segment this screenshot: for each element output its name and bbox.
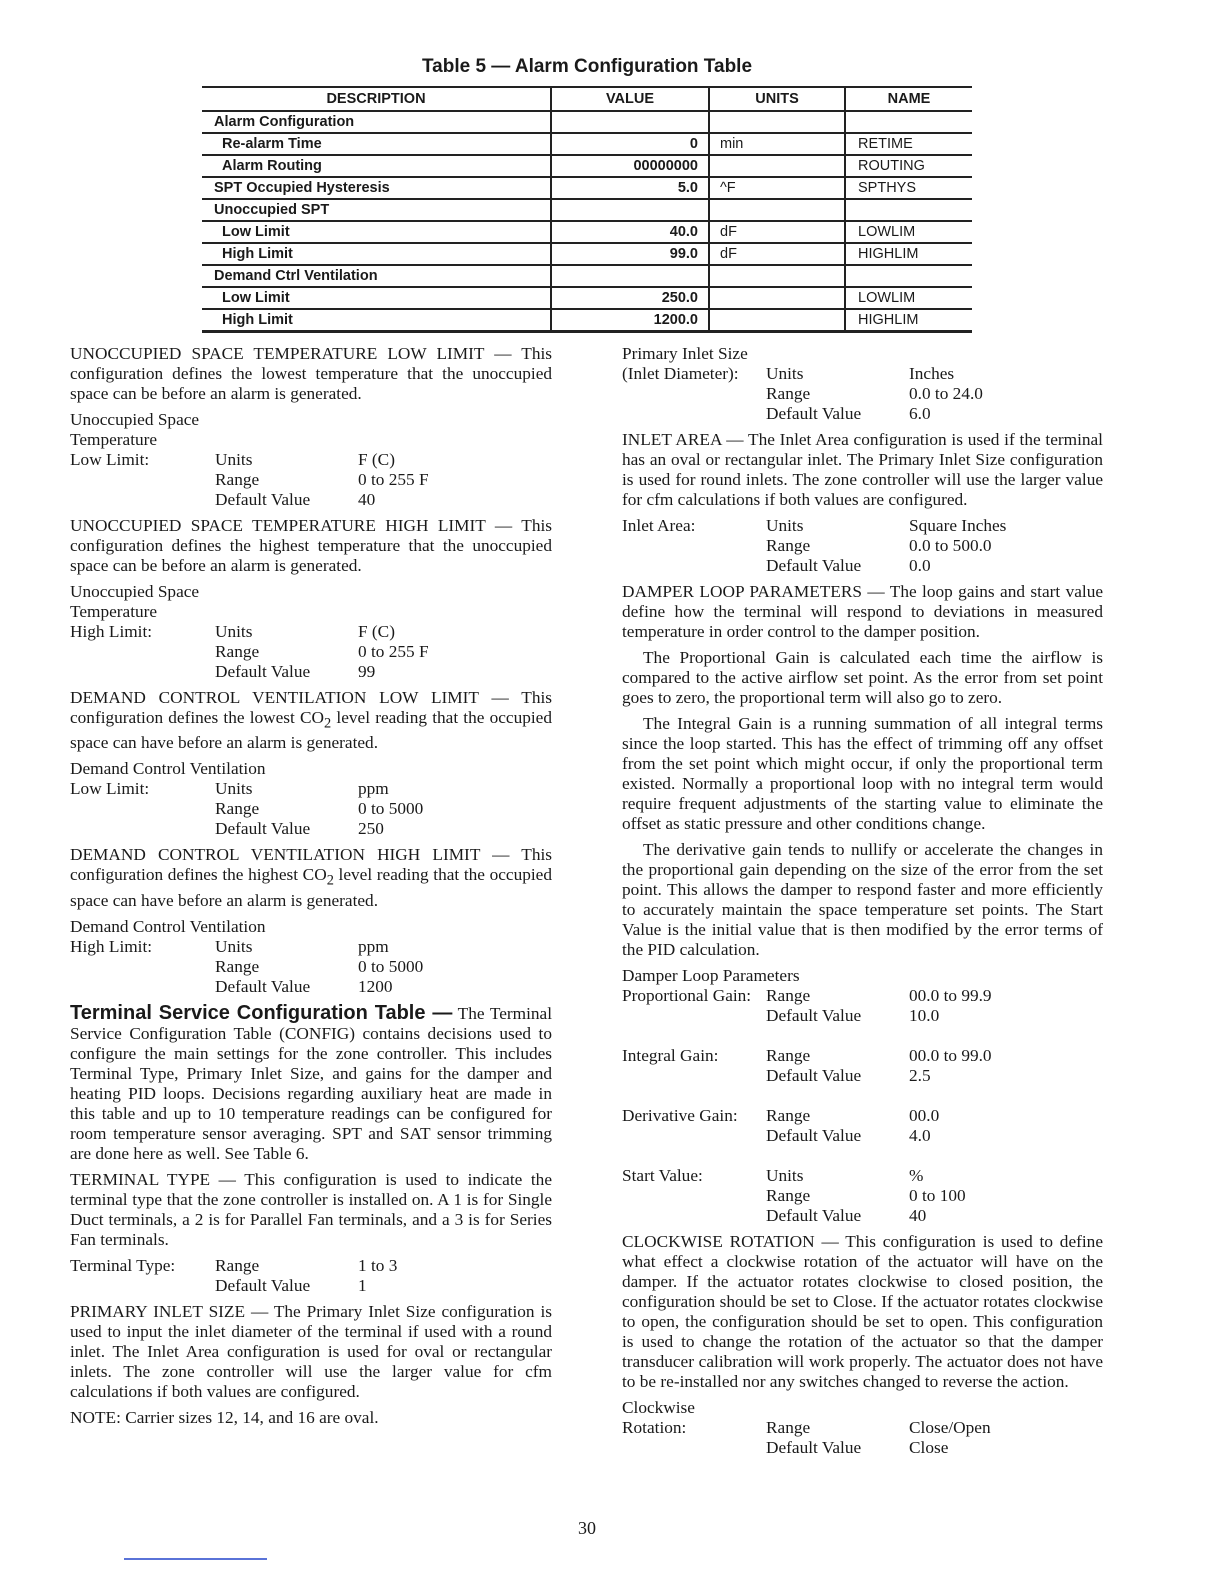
- right-column: [622, 344, 1103, 1464]
- spec-value: 0 to 255 F: [358, 470, 429, 489]
- primary-inlet-size-spec: [622, 344, 1103, 424]
- spec-key: Units: [766, 1166, 804, 1185]
- inlet-area-paragraph: INLET AREA — The Inlet Area configuration is used if the terminal has an oval or rectangular inlet. The Primary Inlet Size configuration is used for round inlets. The zone controller will use the larger value for cfm calculations if both values are configured.: [622, 430, 1103, 509]
- cell-units: [709, 265, 845, 287]
- cell-value: 40.0: [551, 221, 709, 243]
- spec-key: Range: [766, 1106, 811, 1125]
- cell-value: [551, 199, 709, 221]
- spec-value: 0 to 5000: [358, 799, 424, 819]
- spec-label: Integral Gain:: [622, 1046, 719, 1065]
- spec-key: Default Value: [766, 404, 862, 423]
- cell-description: Re-alarm Time: [202, 133, 551, 155]
- alarm-configuration-table: [202, 86, 972, 333]
- integral-gain-paragraph: The Integral Gain is a running summation of all integral terms since the loop started. This has the effect of trimming off any offset from the set point which might occur, if only the proportional term existed. Normally a proportional loop with no integral term would require frequent adjustments of the starting value to eliminate the offset as static pressure and other conditions change.: [622, 714, 1103, 833]
- header-description: DESCRIPTION: [202, 87, 551, 111]
- spec-value: Square Inches: [909, 516, 1007, 535]
- table-row: [202, 265, 972, 287]
- unoccupied-high-limit-spec: [70, 582, 552, 682]
- table-row: [202, 221, 972, 243]
- page-number: 30: [578, 1518, 596, 1538]
- spec-value: ppm: [358, 936, 389, 956]
- spec-key: Range: [766, 384, 811, 403]
- spec-label: Clockwise: [622, 1398, 695, 1417]
- section-heading: Terminal Service Configuration Table —: [70, 1001, 453, 1024]
- spec-key: Default Value: [215, 819, 311, 839]
- spec-key: Range: [215, 799, 260, 819]
- spec-label: Inlet Area:: [622, 516, 696, 535]
- cell-value: 0: [551, 133, 709, 155]
- spec-value: 0.0 to 500.0: [909, 536, 992, 555]
- left-column: [70, 344, 552, 1434]
- cell-units: [709, 155, 845, 177]
- spec-value: 00.0 to 99.0: [909, 1046, 992, 1065]
- cell-value: 1200.0: [551, 309, 709, 332]
- cell-units: ^F: [709, 177, 845, 199]
- spec-label: Unoccupied Space: [70, 410, 200, 429]
- spec-value: 2.5: [909, 1066, 931, 1085]
- note-paragraph: NOTE: Carrier sizes 12, 14, and 16 are oval.: [70, 1407, 379, 1427]
- inlet-area-spec: [622, 516, 1103, 576]
- spec-key: Default Value: [215, 976, 311, 996]
- spec-value: 00.0: [909, 1106, 940, 1125]
- spec-value: F (C): [358, 622, 395, 641]
- cell-description: Alarm Routing: [202, 155, 551, 177]
- spec-label: Start Value:: [622, 1166, 703, 1185]
- spec-value: 4.0: [909, 1126, 931, 1145]
- cell-name: RETIME: [845, 133, 972, 155]
- spec-key: Default Value: [766, 1126, 862, 1145]
- spec-value: 10.0: [909, 1006, 940, 1025]
- terminal-type-spec: [70, 1256, 552, 1296]
- cell-description: SPT Occupied Hysteresis: [202, 177, 551, 199]
- cell-units: dF: [709, 243, 845, 265]
- spec-value: 99: [358, 662, 376, 681]
- paragraph-text: level reading that the occupied space can have before an alarm is generated.: [70, 708, 552, 753]
- spec-label: (Inlet Diameter):: [622, 364, 739, 383]
- terminal-type-paragraph: TERMINAL TYPE — This configuration is used to indicate the terminal type that the zone controller is installed on. A 1 is for Single Duct terminals, a 2 is for Parallel Fan terminals, and a 3 is for Series Fan terminals.: [70, 1169, 552, 1249]
- spec-key: Range: [215, 470, 260, 489]
- subscript: 2: [326, 872, 334, 889]
- unoccupied-low-limit-paragraph: UNOCCUPIED SPACE TEMPERATURE LOW LIMIT — This configuration defines the lowest temperature that the unoccupied space can be before an alarm is generated.: [70, 344, 552, 403]
- dcv-low-limit-spec: [70, 759, 552, 839]
- spec-value: Inches: [909, 364, 955, 383]
- footer-link-underline: [124, 1558, 267, 1560]
- spec-key: Default Value: [766, 1206, 862, 1225]
- cell-description: Alarm Configuration: [202, 111, 551, 133]
- paragraph-text: level reading that the occupied space can have before an alarm is generated.: [70, 865, 552, 910]
- spec-label: Primary Inlet Size: [622, 344, 748, 363]
- unoccupied-high-limit-paragraph: UNOCCUPIED SPACE TEMPERATURE HIGH LIMIT — This configuration defines the highest temperature that the unoccupied space can be before an alarm is generated.: [70, 516, 552, 575]
- dcv-high-limit-spec: [70, 917, 552, 997]
- spec-value: 6.0: [909, 404, 931, 423]
- table-row: [202, 177, 972, 199]
- spec-label: Rotation:: [622, 1418, 687, 1437]
- spec-value: 1200: [358, 976, 393, 996]
- spec-key: Default Value: [215, 490, 311, 509]
- paragraph-text: DEMAND CONTROL VENTILATION LOW LIMIT — This configuration defines the lowest CO: [70, 688, 552, 727]
- spec-value: 40: [909, 1206, 927, 1225]
- spec-value: ppm: [358, 779, 389, 799]
- spec-key: Default Value: [766, 556, 862, 575]
- cell-name: LOWLIM: [845, 287, 972, 309]
- cell-value: [551, 111, 709, 133]
- spec-key: Default Value: [766, 1438, 862, 1457]
- table-title: Table 5 — Alarm Configuration Table: [421, 56, 753, 77]
- spec-label: Unoccupied Space: [70, 582, 200, 601]
- spec-value: 0 to 5000: [358, 956, 424, 976]
- spec-key: Range: [766, 1046, 811, 1065]
- cell-name: LOWLIM: [845, 221, 972, 243]
- header-value: VALUE: [551, 87, 709, 111]
- primary-inlet-size-paragraph: PRIMARY INLET SIZE — The Primary Inlet Size configuration is used to input the inlet diameter of the terminal if used with a round inlet. The Inlet Area configuration is used for oval or rectangular inlets. The zone controller will use the larger value for cfm calculations if both values are configured.: [70, 1301, 552, 1401]
- cell-description: High Limit: [202, 243, 551, 265]
- spec-key: Range: [766, 1186, 811, 1205]
- cell-value: 99.0: [551, 243, 709, 265]
- spec-key: Units: [215, 622, 253, 641]
- cell-units: [709, 111, 845, 133]
- spec-value: 0.0 to 24.0: [909, 384, 983, 403]
- spec-label: High Limit:: [70, 936, 153, 956]
- table-header-row: [202, 87, 972, 111]
- spec-value: 40: [358, 490, 376, 509]
- spec-key: Units: [215, 936, 253, 956]
- paragraph-text: The Terminal Service Configuration Table (CONFIG) contains decisions used to configure the main settings for the zone controller. This includes Terminal Type, Primary Inlet Size, and gains for the damper and heating PID loops. Decisions regarding auxiliary heat are made in this table and up to 10 temperature readings can be configured for room temperature sensor averaging. SPT and SAT sensor trimming are done here as well. See Table 6.: [70, 1003, 552, 1163]
- table-row: [202, 155, 972, 177]
- cell-description: Low Limit: [202, 221, 551, 243]
- spec-value: 00.0 to 99.9: [909, 986, 992, 1005]
- spec-value: 1 to 3: [358, 1255, 398, 1275]
- spec-value: 0 to 255 F: [358, 642, 429, 661]
- cell-name: SPTHYS: [845, 177, 972, 199]
- cell-value: 00000000: [551, 155, 709, 177]
- spec-key: Range: [766, 1418, 811, 1437]
- derivative-gain-paragraph: The derivative gain tends to nullify or accelerate the changes in the proportional gain depending on the size of the error from the set point. This allows the damper to respond faster and more efficiently to accurately maintain the space temperature set points. The Start Value is the initial value that is then modified by the error terms of the PID calculation.: [622, 840, 1103, 959]
- cell-description: High Limit: [202, 309, 551, 332]
- spec-label: Terminal Type:: [70, 1255, 176, 1275]
- table-row: [202, 133, 972, 155]
- spec-key: Range: [215, 956, 260, 976]
- table-row: [202, 287, 972, 309]
- unoccupied-low-limit-spec: [70, 410, 552, 510]
- damper-loop-spec: [622, 966, 1103, 1226]
- cell-description: Demand Ctrl Ventilation: [202, 265, 551, 287]
- spec-label: Low Limit:: [70, 779, 150, 799]
- header-name: NAME: [845, 87, 972, 111]
- cell-name: HIGHLIM: [845, 309, 972, 332]
- table-row: [202, 199, 972, 221]
- cell-name: [845, 111, 972, 133]
- dcv-high-limit-paragraph: [70, 845, 552, 910]
- spec-label: Low Limit:: [70, 450, 150, 469]
- spec-value: Close/Open: [909, 1418, 991, 1437]
- spec-label: Temperature: [70, 602, 158, 621]
- spec-key: Default Value: [766, 1066, 862, 1085]
- spec-value: F (C): [358, 450, 395, 469]
- spec-label: Derivative Gain:: [622, 1106, 738, 1125]
- paragraph-text: DEMAND CONTROL VENTILATION HIGH LIMIT — This configuration defines the highest CO: [70, 845, 552, 885]
- cell-units: min: [709, 133, 845, 155]
- cell-value: [551, 265, 709, 287]
- spec-key: Default Value: [215, 662, 311, 681]
- spec-key: Units: [215, 779, 253, 799]
- cell-name: ROUTING: [845, 155, 972, 177]
- table-row: [202, 243, 972, 265]
- spec-label: Proportional Gain:: [622, 986, 752, 1005]
- cell-units: [709, 199, 845, 221]
- cell-units: dF: [709, 221, 845, 243]
- proportional-gain-paragraph: The Proportional Gain is calculated each time the airflow is compared to the active airflow set point. As the error from set point goes to zero, the proportional term will also go to zero.: [622, 648, 1103, 707]
- spec-value: 1: [358, 1275, 367, 1295]
- cell-units: [709, 287, 845, 309]
- spec-key: Range: [766, 536, 811, 555]
- cell-units: [709, 309, 845, 332]
- terminal-service-config-paragraph: [70, 1003, 552, 1164]
- spec-value: %: [909, 1166, 924, 1185]
- spec-value: Close: [909, 1438, 949, 1457]
- spec-key: Units: [215, 450, 253, 469]
- spec-key: Range: [215, 642, 260, 661]
- cell-name: HIGHLIM: [845, 243, 972, 265]
- header-units: UNITS: [709, 87, 845, 111]
- cell-name: [845, 265, 972, 287]
- spec-label: Demand Control Ventilation: [70, 759, 266, 779]
- cell-description: Low Limit: [202, 287, 551, 309]
- cell-value: 250.0: [551, 287, 709, 309]
- dcv-low-limit-paragraph: [70, 688, 552, 753]
- cell-description: Unoccupied SPT: [202, 199, 551, 221]
- damper-loop-paragraph: DAMPER LOOP PARAMETERS — The loop gains and start value define how the terminal will respond to deviations in measured temperature in order control to the damper position.: [622, 582, 1103, 641]
- clockwise-rotation-spec: [622, 1398, 1103, 1458]
- spec-label: Damper Loop Parameters: [622, 966, 800, 985]
- spec-key: Default Value: [215, 1275, 311, 1295]
- spec-key: Units: [766, 516, 804, 535]
- spec-label: Demand Control Ventilation: [70, 916, 266, 936]
- spec-label: Temperature: [70, 430, 158, 449]
- spec-label: High Limit:: [70, 622, 153, 641]
- subscript: 2: [324, 715, 332, 732]
- table-row: [202, 111, 972, 133]
- cell-value: 5.0: [551, 177, 709, 199]
- spec-value: 250: [358, 819, 384, 839]
- table-row: [202, 309, 972, 332]
- spec-value: 0 to 100: [909, 1186, 966, 1205]
- spec-key: Range: [215, 1255, 260, 1275]
- spec-value: 0.0: [909, 556, 931, 575]
- spec-key: Default Value: [766, 1006, 862, 1025]
- spec-key: Units: [766, 364, 804, 383]
- clockwise-rotation-paragraph: CLOCKWISE ROTATION — This configuration is used to define what effect a clockwise rotation of the actuator will have on the damper. If the actuator rotates clockwise to closed position, the configuration should be set to Close. If the actuator rotates clockwise to open, the configuration should be set to open. This configuration is used to change the rotation of the actuator so that the damper transducer calibration will work properly. The actuator does not have to be re-installed nor any switches changed to reverse the action.: [622, 1232, 1103, 1391]
- cell-name: [845, 199, 972, 221]
- spec-key: Range: [766, 986, 811, 1005]
